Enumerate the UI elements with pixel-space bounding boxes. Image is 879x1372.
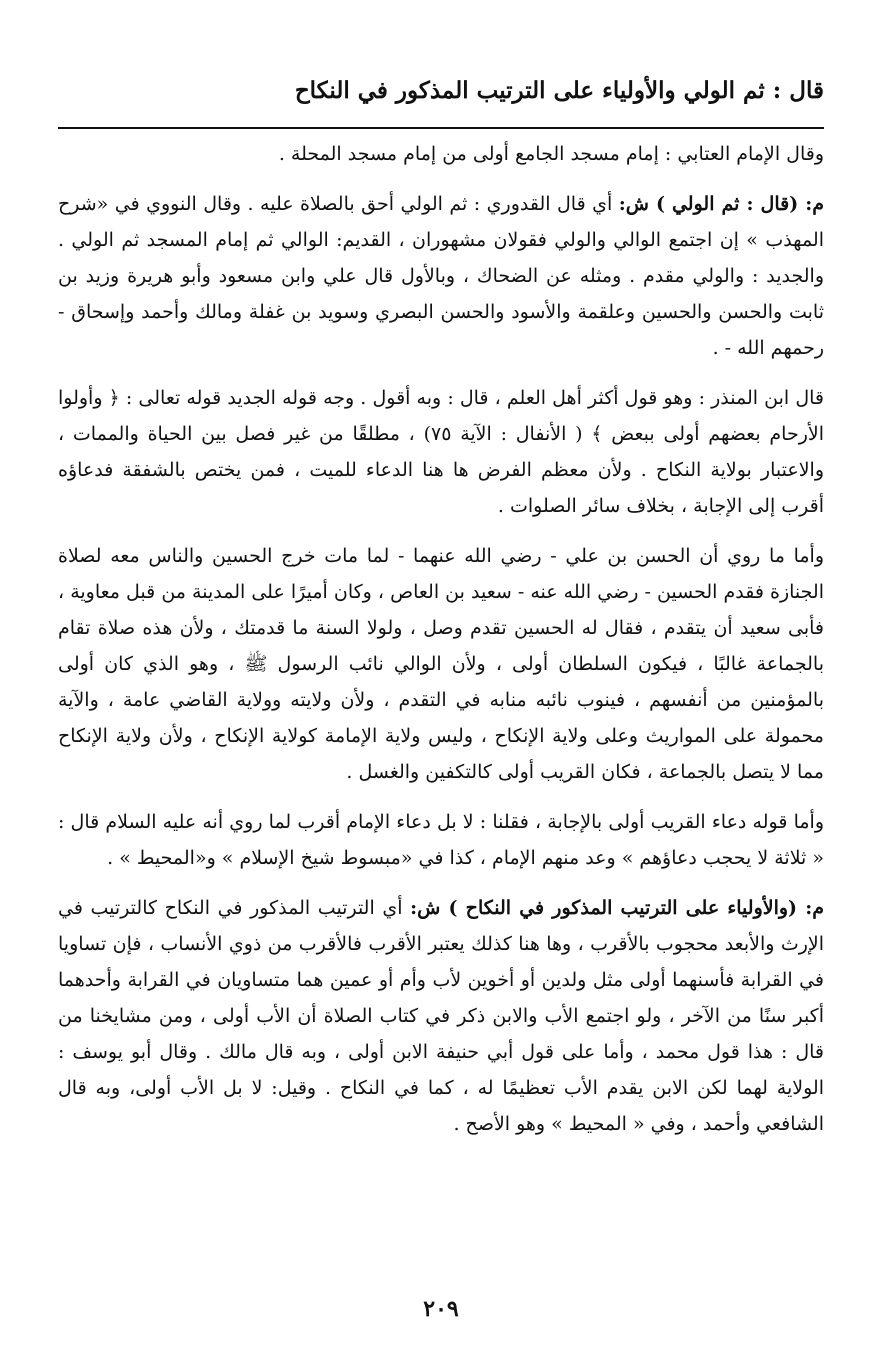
- header-divider: [58, 127, 824, 129]
- paragraph-5: [58, 804, 824, 876]
- paragraph-3: [58, 380, 824, 524]
- paragraph-1: [58, 136, 824, 172]
- paragraph-5-text: وأما قوله دعاء القريب أولى بالإجابة ، فقلنا : لا بل دعاء الإمام أقرب لما روي أنه عليه السلام قال : « ثلاثة لا يحجب دعاؤهم » وعد منهم الإمام ، كذا في «مبسوط شيخ الإسلام » و«المحيط » .: [58, 811, 824, 869]
- running-header: قال : ثم الولي والأولياء على الترتيب المذكور في النكاح: [294, 77, 824, 104]
- body-text: [58, 136, 824, 1156]
- page-number: ٢٠٩: [423, 1296, 459, 1322]
- paragraph-4-text: وأما ما روي أن الحسن بن علي - رضي الله عنهما - لما مات خرج الحسين والناس معه لصلاة الجنازة فقدم الحسين - رضي الله عنه - سعيد بن العاص ، وكان أميرًا على المدينة من قبل معاوية ، فأبى سعيد أن يتقدم ، فقال له الحسين تقدم وصل ، ولولا السنة ما قدمتك ، ولأن هذه صلاة تقام بالجماعة غالبًا ، فيكون السلطان أولى ، ولأن الوالي نائب الرسول ﷺ ، وهو الذي كان أولى بالمؤمنين من أنفسهم ، فينوب نائبه منابه في التقدم ، ولأن ولايته وولاية القاضي عامة ، والآية محمولة على المواريث وعلى ولاية الإنكاح ، وليس ولاية الإمامة كولاية الإنكاح ، ولأن ولاية الإنكاح مما لا يتصل بالجماعة ، فكان القريب أولى كالتكفين والغسل .: [58, 545, 824, 783]
- paragraph-4: [58, 538, 824, 790]
- paragraph-1-text: وقال الإمام العتابي : إمام مسجد الجامع أولى من إمام مسجد المحلة .: [278, 143, 824, 165]
- paragraph-6: [58, 890, 824, 1142]
- paragraph-6-lead: م: (والأولياء على الترتيب المذكور في النكاح ) ش:: [410, 897, 824, 919]
- paragraph-2-lead: م: (قال : ثم الولي ) ش:: [618, 193, 824, 215]
- paragraph-2: [58, 186, 824, 366]
- paragraph-3-text: قال ابن المنذر : وهو قول أكثر أهل العلم ، قال : وبه أقول . وجه قوله الجديد قوله تعالى : ﴿ وأولوا الأرحام بعضهم أولى ببعض ﴾ ( الأنفال : الآية ٧٥) ، مطلقًا من غير فصل بين الحياة والممات ، والاعتبار بولاية النكاح . ولأن معظم الفرض ها هنا الدعاء للميت ، فمن يختص بالشفقة فدعاؤه أقرب إلى الإجابة ، بخلاف سائر الصلوات .: [58, 387, 824, 517]
- paragraph-6-text: أي الترتيب المذكور في النكاح كالترتيب في الإرث والأبعد محجوب بالأقرب ، وها هنا كذلك يعتبر الأقرب فالأقرب من ذوي الأنساب ، فإن تساويا في القرابة فأسنهما أولى مثل ولدين أو أخوين لأب وأم أو عمين هما متساويان في القرابة وأحدهما أكبر سنًا من الآخر ، ولو اجتمع الأب والابن ذكر في كتاب الصلاة أن الأب أولى ، ومن مشايخنا من قال : هذا قول محمد ، وأما على قول أبي حنيفة الابن أولى ، وبه قال مالك . وقال أبو يوسف : الولاية لهما لكن الابن يقدم الأب تعظيمًا له ، كما في النكاح . وقيل: لا بل الأب أولى، وبه قال الشافعي وأحمد ، وفي « المحيط » وهو الأصح .: [58, 897, 824, 1135]
- paragraph-2-text: أي قال القدوري : ثم الولي أحق بالصلاة عليه . وقال النووي في «شرح المهذب » إن اجتمع الوالي والولي فقولان مشهوران ، القديم: الوالي ثم إمام المسجد ثم الولي . والجديد : والولي مقدم . ومثله عن الضحاك ، وبالأول قال علي وابن مسعود وأبو هريرة وزيد بن ثابت والحسن والحسين وعلقمة والأسود والحسن البصري وسويد بن غفلة ومالك وأحمد وإسحاق - رحمهم الله - .: [58, 193, 824, 359]
- book-page: [58, 0, 824, 1372]
